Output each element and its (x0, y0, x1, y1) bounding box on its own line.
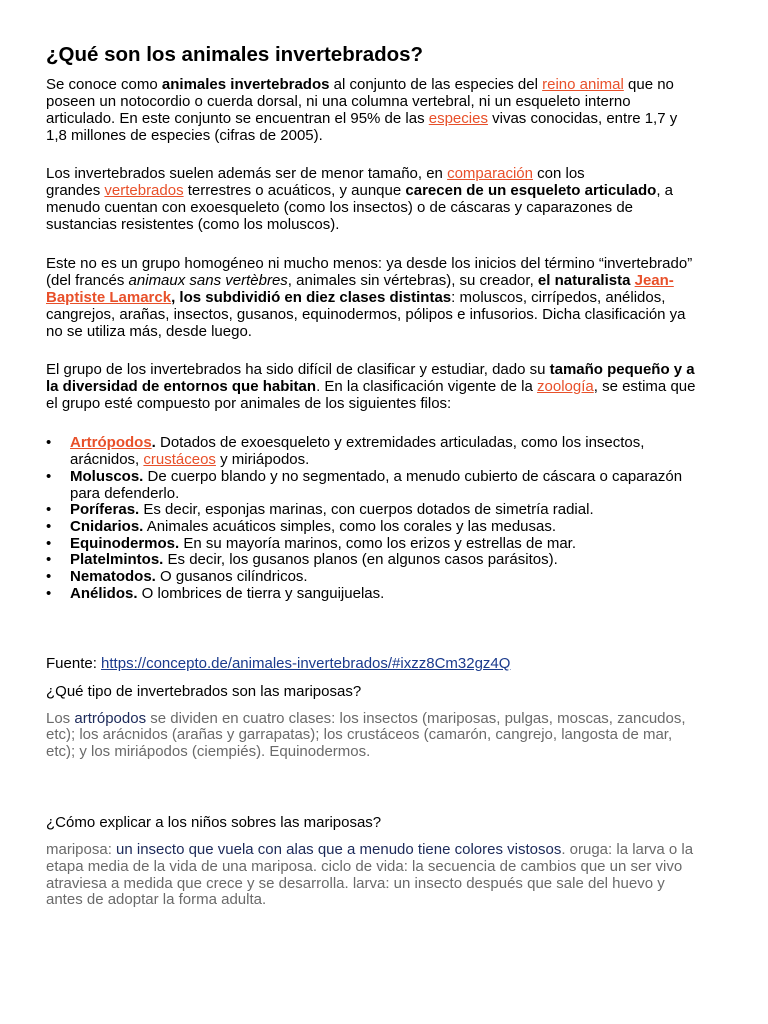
bullet-icon: • (46, 585, 52, 602)
paragraph-2-line-3: menudo cuentan con exoesqueleto (como los insectos) o de cáscaras y caparazones de (46, 199, 634, 216)
text: se dividen en cuatro clases: los insectos (mariposas, pulgas, moscas, zancudos, (146, 710, 686, 727)
paragraph-1-line-4: 1,8 millones de especies (cifras de 2005). (46, 127, 323, 144)
italic-text: animaux sans vertèbres (128, 272, 288, 289)
bold-text: tamaño pequeño y a (549, 361, 695, 378)
answer-2-line-1 (46, 841, 693, 858)
list-item (70, 501, 594, 518)
answer-1-line-2: etc); los arácnidos (arañas y garrapatas); los crustáceos (camarón, cangrejo, langosta de mar, (46, 726, 673, 743)
link-reino-animal[interactable]: reino animal (542, 76, 624, 93)
paragraph-3-line-5: no se utiliza más, desde luego. (46, 323, 252, 340)
text: , se estima que (593, 378, 696, 395)
bullet-icon: • (46, 501, 52, 518)
bullet-icon: • (46, 568, 52, 585)
bold-text: Platelmintos. (70, 551, 164, 568)
source-label: Fuente: (46, 655, 102, 672)
bold-text: Equinodermos. (70, 535, 180, 552)
paragraph-2-line-2 (46, 182, 673, 199)
text: articulado. En este conjunto se encuentran el 95% de las (46, 110, 429, 127)
text: Se conoce como (46, 76, 162, 93)
text: y miriápodos. (215, 451, 310, 468)
list-item (70, 434, 644, 451)
text: grandes (46, 182, 105, 199)
paragraph-1-line-2: poseen un notocordio o cuerda dorsal, ni una columna vertebral, ni un esqueleto interno (46, 93, 631, 110)
bold-text: la diversidad de entornos que habitan (46, 378, 317, 395)
text: O lombrices de tierra y sanguijuelas. (137, 585, 385, 602)
text: . oruga: la larva o la (561, 841, 694, 858)
paragraph-3-line-1: Este no es un grupo homogéneo ni mucho menos: ya desde los inicios del término “invertebrado” (46, 255, 693, 272)
text: Los (46, 710, 75, 727)
list-item (70, 551, 558, 568)
text: Es decir, los gusanos planos (en algunos casos parásitos). (163, 551, 558, 568)
text: , animales sin vértebras), su creador, (287, 272, 538, 289)
text: : moluscos, cirrípedos, anélidos, (451, 289, 666, 306)
question-2: ¿Cómo explicar a los niños sobres las mariposas? (46, 814, 382, 831)
paragraph-3-line-3 (46, 289, 665, 306)
text: que no (623, 76, 674, 93)
bold-text: animales invertebrados (161, 76, 330, 93)
link-zoologia[interactable]: zoología (537, 378, 594, 395)
text: con los (532, 165, 585, 182)
text: Animales acuáticos simples, como los corales y las medusas. (143, 518, 557, 535)
list-item (70, 535, 576, 552)
bullet-icon: • (46, 551, 52, 568)
answer-1-line-3: etc); y los miriápodos (ciempiés). Equinodermos. (46, 743, 371, 760)
link-crustaceos[interactable]: crustáceos (143, 451, 216, 468)
list-item (70, 568, 308, 585)
bullet-icon: • (46, 535, 52, 552)
link-especies[interactable]: especies (428, 110, 488, 127)
bullet-icon: • (46, 434, 52, 451)
bold-text: Moluscos. (70, 468, 144, 485)
text: arácnidos, (70, 451, 144, 468)
paragraph-3-line-4: cangrejos, arañas, insectos, gusanos, equinodermos, pólipos e infusorios. Dicha clasificación ya (46, 306, 686, 323)
answer-1-line-1 (46, 710, 686, 727)
paragraph-2-line-1 (46, 165, 585, 182)
text: De cuerpo blando y no segmentado, a menudo cubierto de cáscara o caparazón (143, 468, 683, 485)
answer-2-line-2: etapa media de la vida de una mariposa. ciclo de vida: la secuencia de cambios que un ser vivo (46, 858, 683, 875)
highlight-text: artrópodos (74, 710, 147, 727)
list-item (70, 585, 384, 602)
paragraph-3-line-2 (46, 272, 674, 289)
answer-2-line-3: atraviesa a medida que crece y se desarrolla. larva: un insecto después que sale del huevo y (46, 875, 665, 892)
bold-text: el naturalista (537, 272, 635, 289)
link-comparacion[interactable]: comparación (447, 165, 533, 182)
paragraph-2-line-4: sustancias resistentes (como los moluscos). (46, 216, 340, 233)
bold-text: Poríferas. (70, 501, 140, 518)
link-lamarck[interactable]: Baptiste Lamarck (46, 289, 172, 306)
highlight-text: un insecto que vuela con alas que a menudo tiene colores vistosos (116, 841, 562, 858)
text: (del francés (46, 272, 129, 289)
bold-text: carecen de un esqueleto articulado (405, 182, 657, 199)
paragraph-1-line-3 (46, 110, 677, 127)
list-item-continuation: para defenderlo. (70, 485, 180, 502)
source-line (46, 655, 510, 672)
paragraph-1-line-1 (46, 76, 674, 93)
paragraph-4-line-1 (46, 361, 695, 378)
bold-text: Nematodos. (70, 568, 156, 585)
question-1: ¿Qué tipo de invertebrados son las mariposas? (46, 683, 362, 700)
link-lamarck[interactable]: Jean- (634, 272, 674, 289)
answer-2-line-4: antes de adoptar la forma adulta. (46, 891, 267, 908)
link-vertebrados[interactable]: vertebrados (104, 182, 184, 199)
text: al conjunto de las especies del (329, 76, 543, 93)
paragraph-4-line-3: el grupo esté compuesto por animales de los siguientes filos: (46, 395, 452, 412)
page-title: ¿Qué son los animales invertebrados? (46, 43, 424, 66)
bullet-icon: • (46, 518, 52, 535)
list-item (70, 468, 682, 485)
list-item-continuation (70, 451, 309, 468)
bullet-icon: • (46, 468, 52, 485)
source-link[interactable]: https://concepto.de/animales-invertebrados/#ixzz8Cm32gz4Q (101, 655, 511, 672)
list-item (70, 518, 556, 535)
link-artropodos[interactable]: Artrópodos (70, 434, 152, 451)
text: En su mayoría marinos, como los erizos y estrellas de mar. (179, 535, 576, 552)
text: Es decir, esponjas marinas, con cuerpos dotados de simetría radial. (139, 501, 594, 518)
paragraph-4-line-2 (46, 378, 695, 395)
text: terrestres o acuáticos, y aunque (183, 182, 406, 199)
text: . En la clasificación vigente de la (316, 378, 538, 395)
bold-text: Anélidos. (70, 585, 138, 602)
text: mariposa: (46, 841, 117, 858)
bold-text: Cnidarios. (70, 518, 144, 535)
text: El grupo de los invertebrados ha sido difícil de clasificar y estudiar, dado su (46, 361, 550, 378)
text: , a (656, 182, 673, 199)
text: vivas conocidas, entre 1,7 y (487, 110, 678, 127)
bold-text: , los subdividió en diez clases distintas (171, 289, 452, 306)
bold-text: . (151, 434, 156, 451)
text: Los invertebrados suelen además ser de menor tamaño, en (46, 165, 448, 182)
text: O gusanos cilíndricos. (155, 568, 308, 585)
text: Dotados de exoesqueleto y extremidades articuladas, como los insectos, (155, 434, 645, 451)
